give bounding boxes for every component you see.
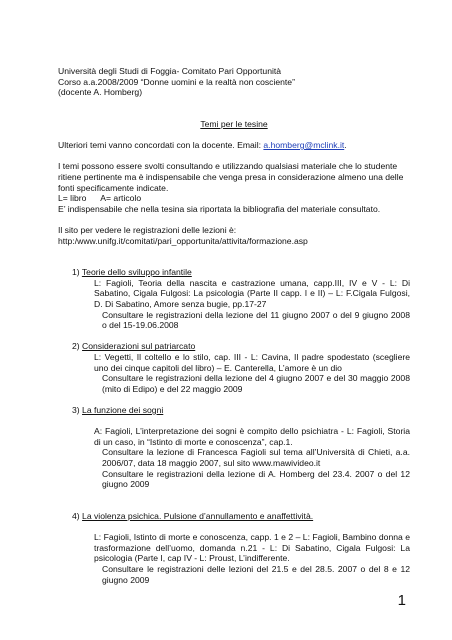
topic-body — [94, 352, 410, 394]
topic-consult: Consultare le registrazioni della lezione del 4 giugno 2007 e del 30 maggio 2008 (mito di Edipo) e del 22 maggio 2009 — [102, 373, 410, 394]
agreement-paragraph — [58, 140, 410, 151]
email-link[interactable]: a.homberg@mclink.it — [263, 140, 345, 151]
topic-item — [72, 511, 410, 585]
topic-item — [72, 267, 410, 331]
page-number: 1 — [397, 592, 406, 609]
bibliography-note: E’ indispensabile che nella tesina sia riportata la bibliografia del materiale consultato. — [58, 203, 381, 214]
topic-number: 2) — [72, 341, 80, 352]
agreement-text: Ulteriori temi vanno concordati con la docente. Email: — [58, 140, 264, 151]
topic-body — [94, 426, 410, 490]
topic-body — [94, 532, 410, 585]
header-line-1: Università degli Studi di Foggia- Comitato Pari Opportunità — [58, 66, 282, 76]
topic-sources: L: Fagioli, Teoria della nascita e castrazione umana, capp.III, IV e V - L: Di Sabatino, Cigala Fulgosi: La psicologia (Parte II capp. I e II) – L: F.Cigala Fulgosi, D. Di Sabatino, Amore senza bugie, pp.17-27 — [94, 277, 410, 310]
topic-item — [72, 341, 410, 394]
topic-heading — [72, 267, 410, 278]
topic-sources: L: Vegetti, Il coltello e lo stilo, cap. III - L: Cavina, Il padre spodestato (scegliere uno dei cinque capitoli del libro) – E. Canterella, L’amore è un dio — [94, 352, 410, 373]
topic-heading — [72, 405, 410, 416]
site-url: http:/www.unifg.it/comitati/pari_opportunita/attivita/formazione.asp — [58, 235, 308, 246]
materials-paragraph: I temi possono essere svolti consultando e utilizzando qualsiasi materiale che lo studente ritiene pertinente ma è indispensabile che venga presa in considerazione almeno una delle fonti specificamente indicate. — [58, 161, 404, 193]
topic-heading — [72, 511, 410, 522]
section-title: Temi per le tesine — [200, 118, 268, 129]
site-label: Il sito per vedere le registrazioni delle lezioni è: — [58, 224, 237, 235]
topic-sources: L: Fagioli, Istinto di morte e conoscenza, capp. 1 e 2 – L: Fagioli, Bambino donna e trasformazione dell’uomo, domanda n.21 - L: Di Sabatino, Cigala Fulgosi: La psicologia (Parte I, cap IV - L: Proust, L’indifferente. — [94, 532, 410, 564]
topic-consult: Consultare la lezione di Francesca Fagioli sul tema all’Università di Chieti, a.a. 2006/07, data 18 maggio 2007, sul sito www.mawivideo.it Consultare le registrazioni della lezione di A. Homberg del 23.4. 2007 o del 12 giugno 2009 — [102, 447, 410, 490]
topic-body — [94, 278, 410, 331]
topic-consult: Consultare le registrazioni delle lezioni del 21.5 e del 28.5. 2007 o del 8 e 12 giugno 2009 — [102, 563, 410, 585]
topic-number: 3) — [72, 405, 80, 415]
header-line-3: (docente A. Homberg) — [58, 87, 143, 98]
agreement-end: . — [344, 140, 347, 151]
topic-item — [72, 405, 410, 490]
document-body — [58, 66, 410, 585]
topic-number: 1) — [72, 267, 80, 278]
header-line-2: Corso a.a.2008/2009 “Donne uomini e la realtà non cosciente” — [58, 76, 295, 87]
topic-title: Teorie dello sviluppo infantile — [81, 267, 192, 278]
topic-title: La violenza psichica. Pulsione d’annullamento e anaffettività. — [82, 510, 314, 521]
topic-title: La funzione dei sogni — [82, 405, 164, 415]
topic-heading — [72, 341, 410, 352]
topic-title: Considerazioni sul patriarcato — [82, 341, 196, 352]
topic-sources: A: Fagioli, L’interpretazione dei sogni è compito dello psichiatra - L: Fagioli, Storia di un caso, in “Istinto di morte e conoscenza”, cap.1. — [94, 426, 410, 447]
legend-line: L= libro A= articolo — [58, 193, 142, 204]
topic-consult: Consultare le registrazioni della lezione del 11 giugno 2007 o del 9 giugno 2008 o del 15-19.06.2008 — [102, 309, 410, 331]
topic-number: 4) — [72, 510, 80, 521]
